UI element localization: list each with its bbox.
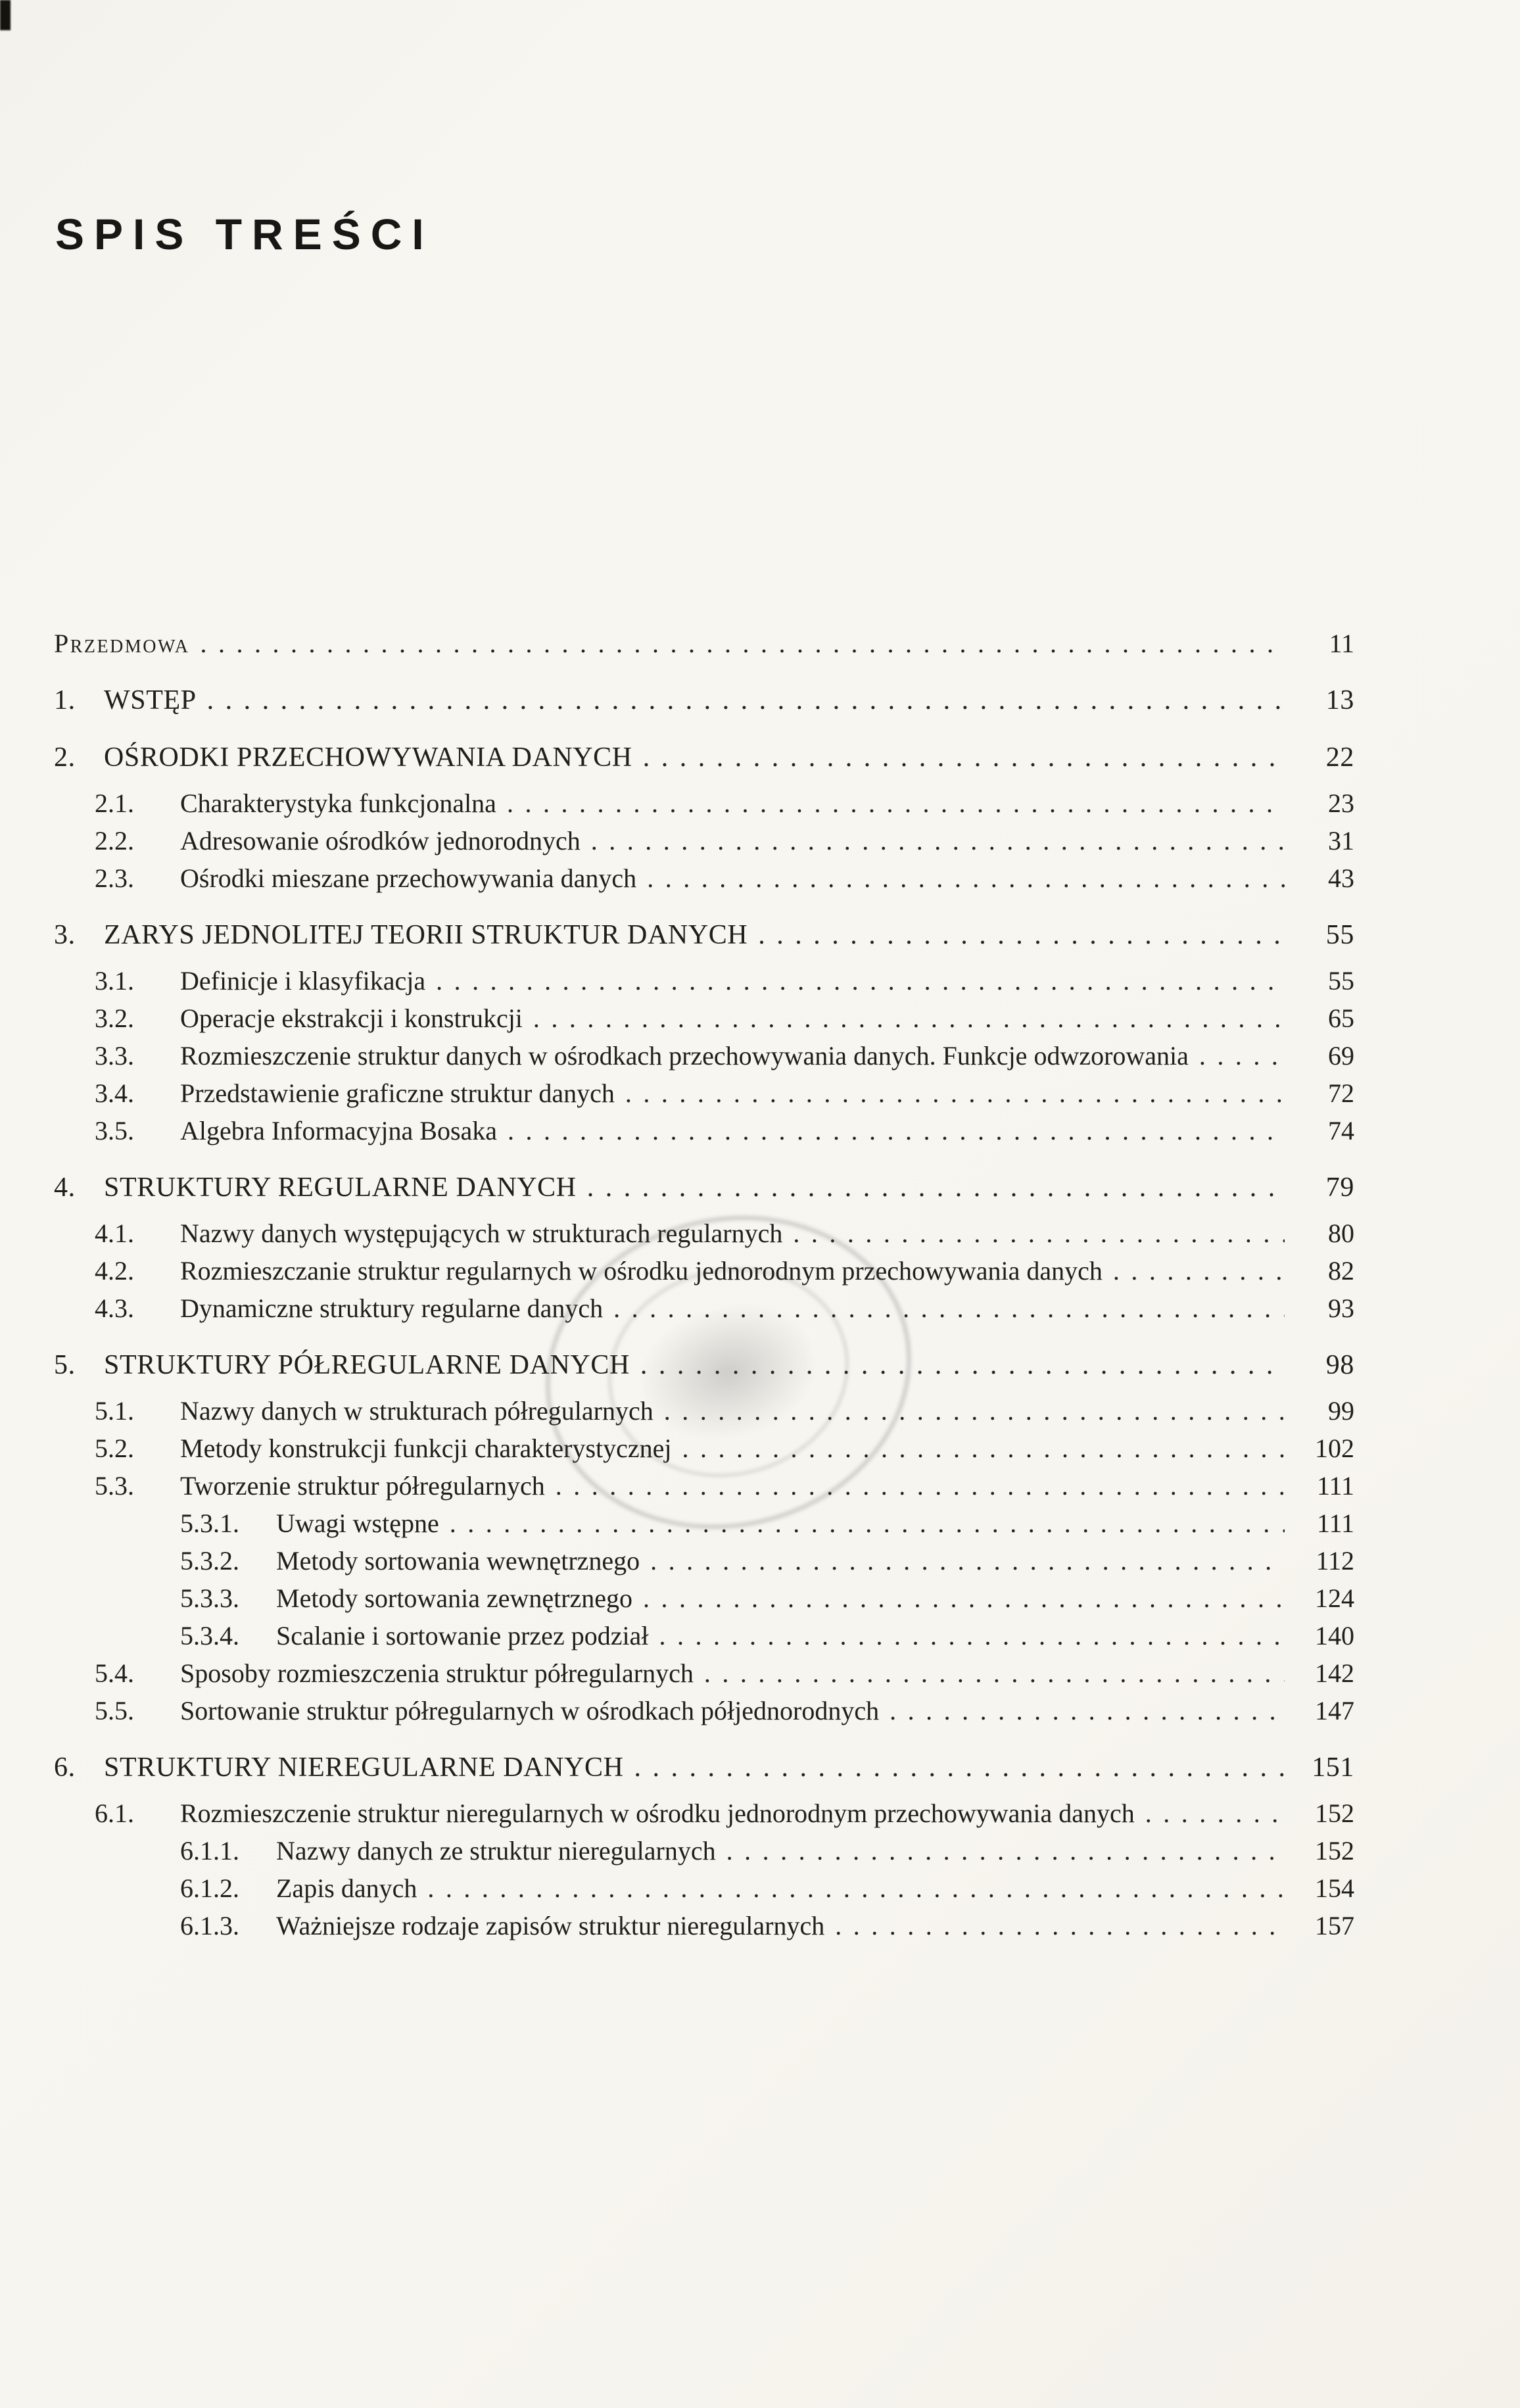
- toc-entry-page: 151: [1312, 1752, 1354, 1783]
- toc-entry-page: 142: [1315, 1658, 1354, 1688]
- dot-leader: [643, 739, 1285, 777]
- toc-entry-number: 6.1.1.: [180, 1836, 239, 1866]
- dot-leader: [682, 1430, 1285, 1467]
- toc-entry: [54, 1832, 1354, 1869]
- toc-entry: [54, 1542, 1354, 1579]
- toc-entry-page: 124: [1315, 1583, 1354, 1613]
- dot-leader: [201, 625, 1285, 662]
- toc-entry-label: Przedmowa: [54, 629, 190, 658]
- toc-entry-label: Operacje ekstrakcji i konstrukcji: [180, 1003, 523, 1033]
- dot-leader: [835, 1907, 1285, 1944]
- toc-entry-number: 4.1.: [95, 1218, 134, 1248]
- toc-entry: [54, 1617, 1354, 1654]
- toc-entry: [54, 1579, 1354, 1617]
- dot-leader: [640, 1347, 1285, 1384]
- toc-entry-label: Metody sortowania zewnętrznego: [276, 1583, 633, 1613]
- toc-entry: [54, 625, 1354, 662]
- toc-entry-number: 2.: [54, 742, 76, 773]
- toc-entry-label: WSTĘP: [104, 685, 197, 715]
- toc-entry-page: 22: [1325, 742, 1354, 773]
- toc-entry-number: 2.1.: [95, 788, 134, 818]
- toc-entry-label: Metody sortowania wewnętrznego: [276, 1546, 640, 1576]
- toc-entry-page: 147: [1315, 1696, 1354, 1725]
- dot-leader: [436, 962, 1285, 999]
- toc-entry-label: Nazwy danych ze struktur nieregularnych: [276, 1836, 716, 1866]
- toc-entry-label: ZARYS JEDNOLITEJ TEORII STRUKTUR DANYCH: [104, 920, 748, 950]
- toc-entry-label: Ważniejsze rodzaje zapisów struktur nieregularnych: [276, 1911, 825, 1940]
- toc-entry: [54, 999, 1354, 1037]
- toc-entry: [54, 1467, 1354, 1505]
- dot-leader: [659, 1617, 1285, 1654]
- toc-entry: [54, 739, 1354, 777]
- toc-entry-number: 6.1.: [95, 1798, 134, 1828]
- toc-entry-label: Uwagi wstępne: [276, 1508, 439, 1538]
- dot-leader: [508, 1112, 1285, 1149]
- toc-entry-page: 31: [1328, 826, 1354, 855]
- toc-entry-label: STRUKTURY REGULARNE DANYCH: [104, 1172, 577, 1203]
- toc-entry-label: Sortowanie struktur półregularnych w ośrodkach półjednorodnych: [180, 1696, 880, 1725]
- toc-entry-page: 140: [1315, 1621, 1354, 1650]
- toc-entry-page: 43: [1328, 863, 1354, 893]
- toc-entry-label: Metody konstrukcji funkcji charakterystycznej: [180, 1433, 672, 1463]
- dot-leader: [793, 1215, 1285, 1252]
- toc-entry-label: OŚRODKI PRZECHOWYWANIA DANYCH: [104, 742, 632, 773]
- toc-entry-number: 5.3.1.: [180, 1508, 239, 1538]
- toc-entry-page: 79: [1325, 1172, 1354, 1203]
- toc-entry-page: 152: [1315, 1798, 1354, 1828]
- toc-entry-label: Scalanie i sortowanie przez podział: [276, 1621, 649, 1650]
- toc-entry-label: STRUKTURY PÓŁREGULARNE DANYCH: [104, 1350, 630, 1380]
- toc-entry-number: 5.3.3.: [180, 1583, 239, 1613]
- toc-entry: [54, 682, 1354, 719]
- toc-entry: [54, 917, 1354, 954]
- toc-entry-label: Sposoby rozmieszczenia struktur półregularnych: [180, 1658, 694, 1688]
- toc-entry: [54, 1505, 1354, 1542]
- dot-leader: [704, 1654, 1285, 1692]
- dot-leader: [533, 999, 1285, 1037]
- toc-entry-label: Przedstawienie graficzne struktur danych: [180, 1078, 615, 1108]
- toc-entry-number: 5.: [54, 1350, 76, 1380]
- toc-entry-page: 154: [1315, 1873, 1354, 1903]
- toc-entry-label: Nazwy danych występujących w strukturach regularnych: [180, 1218, 783, 1248]
- toc-entry: [54, 1907, 1354, 1944]
- toc-entry-number: 5.3.4.: [180, 1621, 239, 1650]
- toc-entry-number: 4.: [54, 1172, 76, 1203]
- toc-entry: [54, 1392, 1354, 1430]
- toc-entry-page: 72: [1328, 1078, 1354, 1108]
- toc-entry-page: 55: [1328, 966, 1354, 996]
- dot-leader: [507, 784, 1285, 822]
- toc-entry-number: 3.2.: [95, 1003, 134, 1033]
- dot-leader: [726, 1832, 1285, 1869]
- toc-entry-label: Charakterystyka funkcjonalna: [180, 788, 496, 818]
- dot-leader: [634, 1749, 1285, 1787]
- toc-entry: [54, 1430, 1354, 1467]
- dot-leader: [207, 682, 1285, 719]
- dot-leader: [450, 1505, 1285, 1542]
- dot-leader: [643, 1579, 1285, 1617]
- toc-entry-number: 2.3.: [95, 863, 134, 893]
- toc-entry-label: Algebra Informacyjna Bosaka: [180, 1116, 498, 1145]
- toc-entry-number: 6.1.2.: [180, 1873, 239, 1903]
- toc-entry-number: 3.: [54, 920, 76, 950]
- dot-leader: [647, 859, 1285, 897]
- toc-entry-page: 74: [1328, 1116, 1354, 1145]
- toc-entry-label: Rozmieszczanie struktur regularnych w ośrodku jednorodnym przechowywania danych: [180, 1256, 1103, 1286]
- toc-entry: [54, 822, 1354, 859]
- toc-entry-number: 3.3.: [95, 1041, 134, 1071]
- toc-entry-label: Nazwy danych w strukturach półregularnych: [180, 1396, 653, 1426]
- toc-entry-page: 93: [1328, 1293, 1354, 1323]
- toc-entry-number: 6.1.3.: [180, 1911, 239, 1940]
- toc-entry-number: 4.2.: [95, 1256, 134, 1286]
- dot-leader: [650, 1542, 1285, 1579]
- toc-entry-label: Rozmieszczenie struktur danych w ośrodkach przechowywania danych. Funkcje odwzorowania: [180, 1041, 1189, 1071]
- toc-entry-label: STRUKTURY NIEREGULARNE DANYCH: [104, 1752, 624, 1783]
- toc-entry-page: 112: [1316, 1546, 1354, 1576]
- toc-entry-number: 3.5.: [95, 1116, 134, 1145]
- toc-entry: [54, 1112, 1354, 1149]
- toc-entry: [54, 1654, 1354, 1692]
- toc-entry: [54, 784, 1354, 822]
- toc-entry-number: 2.2.: [95, 826, 134, 855]
- toc-entry-page: 80: [1328, 1218, 1354, 1248]
- toc-entry-page: 55: [1325, 920, 1354, 950]
- toc-entry-number: 3.4.: [95, 1078, 134, 1108]
- toc-entry-page: 111: [1316, 1471, 1354, 1501]
- toc-entry: [54, 1749, 1354, 1787]
- toc-entry: [54, 962, 1354, 999]
- toc-entry-number: 4.3.: [95, 1293, 134, 1323]
- toc-entry-label: Zapis danych: [276, 1873, 417, 1903]
- dot-leader: [664, 1392, 1285, 1430]
- toc-entry-number: 3.1.: [95, 966, 134, 996]
- toc-entry: [54, 1869, 1354, 1907]
- toc-entry-number: 5.3.2.: [180, 1546, 239, 1576]
- dot-leader: [1199, 1037, 1285, 1074]
- toc-entry-number: 1.: [54, 685, 76, 715]
- toc-entry-page: 99: [1328, 1396, 1354, 1426]
- toc-entry-page: 152: [1315, 1836, 1354, 1866]
- dot-leader: [587, 1169, 1285, 1207]
- toc-entry-page: 11: [1329, 629, 1354, 658]
- toc-entry-label: Adresowanie ośrodków jednorodnych: [180, 826, 581, 855]
- toc-entry-label: Rozmieszczenie struktur nieregularnych w ośrodku jednorodnym przechowywania danych: [180, 1798, 1135, 1828]
- toc-entry-page: 157: [1315, 1911, 1354, 1940]
- toc-entry-number: 5.4.: [95, 1658, 134, 1688]
- scan-artifact: [0, 0, 11, 30]
- toc-entry-page: 13: [1325, 685, 1354, 715]
- toc-entry: [54, 1215, 1354, 1252]
- toc-entry-label: Tworzenie struktur półregularnych: [180, 1471, 545, 1501]
- toc-entry: [54, 1074, 1354, 1112]
- toc-entry-label: Ośrodki mieszane przechowywania danych: [180, 863, 637, 893]
- toc-entry: [54, 1169, 1354, 1207]
- toc-entry-number: 5.2.: [95, 1433, 134, 1463]
- dot-leader: [625, 1074, 1285, 1112]
- dot-leader: [1145, 1794, 1285, 1832]
- toc-entry: [54, 859, 1354, 897]
- dot-leader: [556, 1467, 1285, 1505]
- toc-entry: [54, 1347, 1354, 1384]
- toc-entry-number: 5.3.: [95, 1471, 134, 1501]
- dot-leader: [591, 822, 1285, 859]
- toc-entry: [54, 1289, 1354, 1327]
- toc-entry: [54, 1037, 1354, 1074]
- toc-entry-number: 5.5.: [95, 1696, 134, 1725]
- toc-entry-page: 111: [1316, 1508, 1354, 1538]
- toc-entry-page: 82: [1328, 1256, 1354, 1286]
- dot-leader: [758, 917, 1285, 954]
- toc-entry-page: 69: [1328, 1041, 1354, 1071]
- toc-entry-label: Definicje i klasyfikacja: [180, 966, 426, 996]
- toc-entry-number: 6.: [54, 1752, 76, 1783]
- dot-leader: [427, 1869, 1285, 1907]
- toc-entry-page: 23: [1328, 788, 1354, 818]
- page-title: SPIS TREŚCI: [55, 210, 434, 258]
- dot-leader: [1113, 1252, 1285, 1289]
- toc-list: [54, 625, 1354, 1944]
- toc-entry-page: 65: [1328, 1003, 1354, 1033]
- dot-leader: [890, 1692, 1285, 1729]
- toc-entry-number: 5.1.: [95, 1396, 134, 1426]
- toc-entry-page: 98: [1325, 1350, 1354, 1380]
- toc-entry: [54, 1252, 1354, 1289]
- toc-entry-label: Dynamiczne struktury regularne danych: [180, 1293, 604, 1323]
- toc-entry: [54, 1794, 1354, 1832]
- toc-entry: [54, 1692, 1354, 1729]
- dot-leader: [613, 1289, 1285, 1327]
- toc-entry-page: 102: [1315, 1433, 1354, 1463]
